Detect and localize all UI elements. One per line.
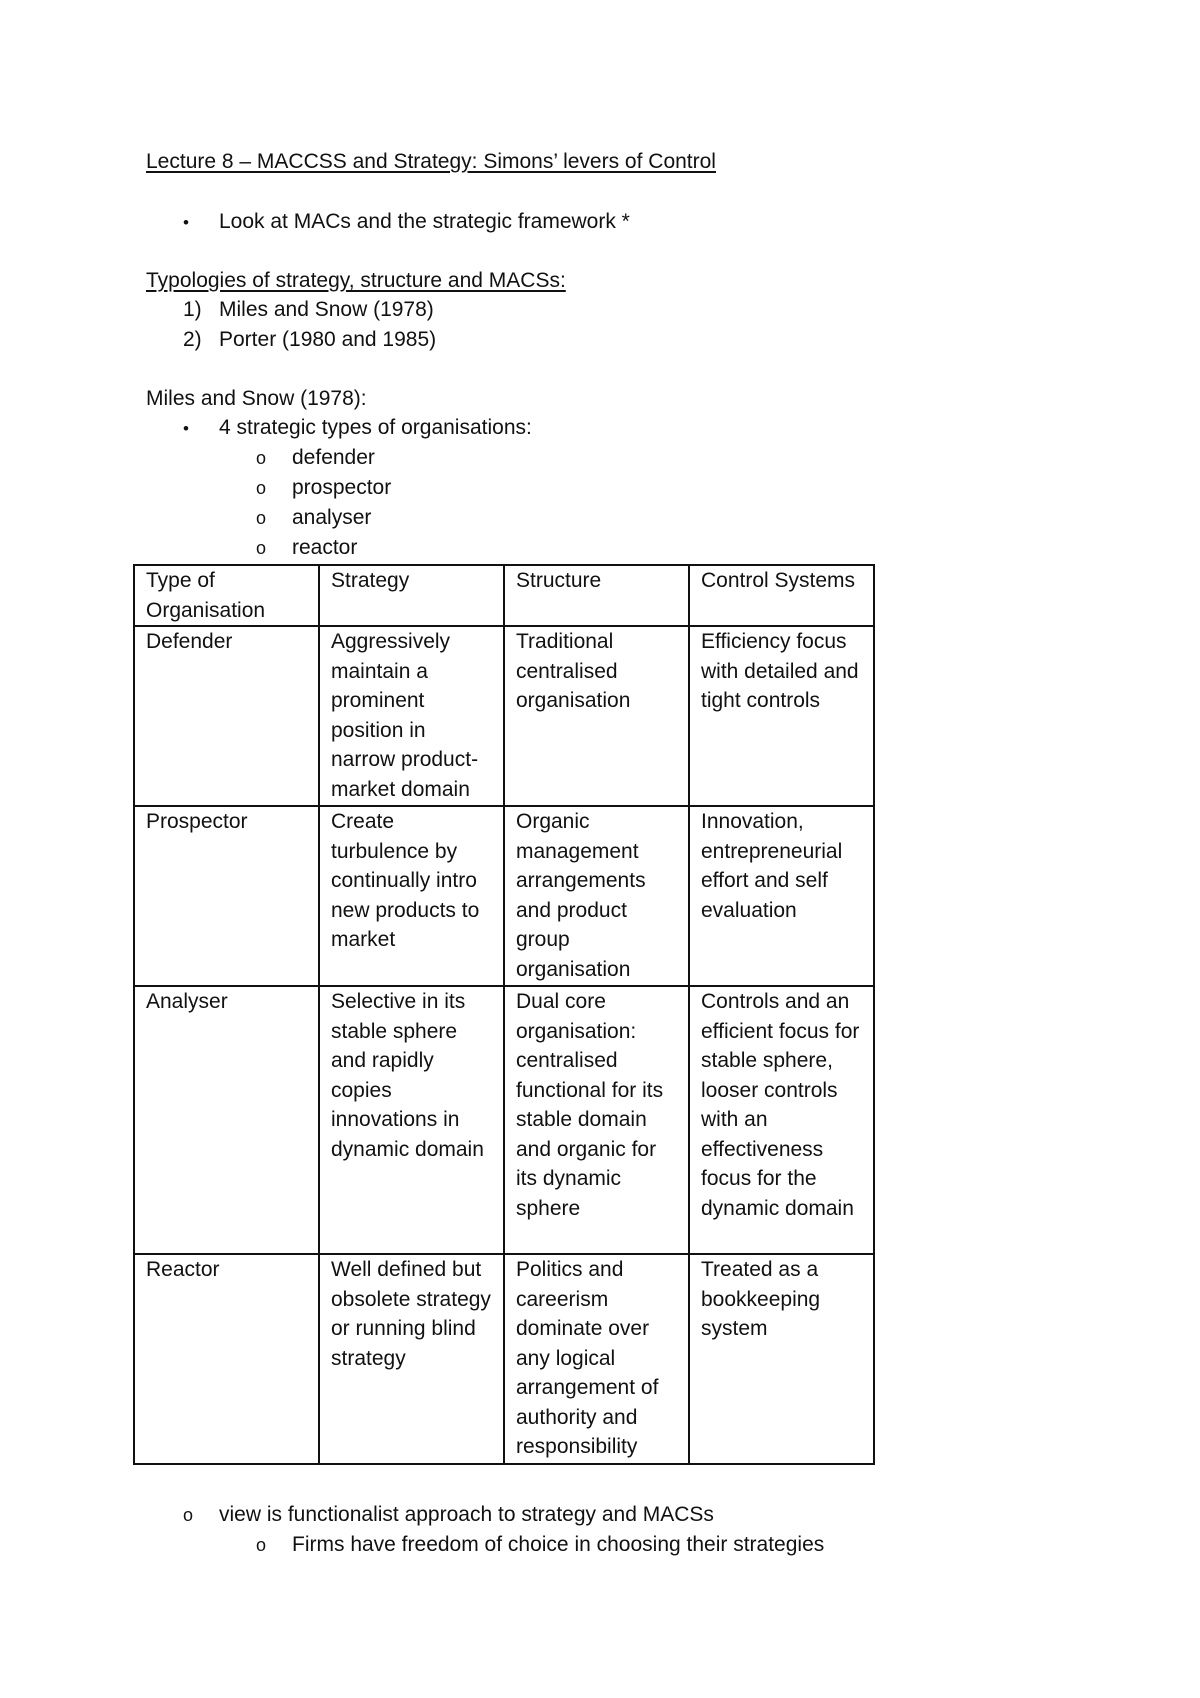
header-cell: Type of Organisation [134, 565, 319, 626]
circle-marker: o [256, 538, 267, 558]
table-cell: Politics and careerism dominate over any logical arrangement of authority and responsibility [504, 1254, 689, 1464]
typology-item [183, 325, 436, 354]
table-cell: Analyser [134, 986, 319, 1254]
intro-bullet [183, 207, 630, 237]
table-cell: Controls and an efficient focus for stable sphere, looser controls with an effectiveness focus for the dynamic domain [689, 986, 874, 1254]
typology-item [183, 295, 434, 324]
table-cell: Well defined but obsolete strategy or running blind strategy [319, 1254, 504, 1464]
table-cell: Reactor [134, 1254, 319, 1464]
note-item [256, 1530, 824, 1560]
table-cell: Treated as a bookkeeping system [689, 1254, 874, 1464]
miles-snow-bullet-text: 4 strategic types of organisations: [219, 416, 532, 439]
type-text: analyser [292, 506, 372, 529]
table-cell: Selective in its stable sphere and rapidly copies innovations in dynamic domain [319, 986, 504, 1254]
table-row [134, 1254, 874, 1464]
note-text: Firms have freedom of choice in choosing their strategies [292, 1533, 825, 1556]
note-item [183, 1500, 714, 1530]
typology-text: Porter (1980 and 1985) [219, 328, 437, 351]
typology-text: Miles and Snow (1978) [219, 298, 434, 321]
circle-marker: o [256, 448, 267, 468]
table-cell: Aggressively maintain a prominent position in narrow product-market domain [319, 626, 504, 806]
type-item [256, 473, 391, 503]
list-number: 2) [183, 328, 202, 351]
table-row [134, 626, 874, 806]
table-row [134, 806, 874, 986]
table-cell: Organic management arrangements and product group organisation [504, 806, 689, 986]
bullet-marker: • [183, 419, 189, 438]
organisation-types-table [133, 564, 875, 1465]
type-item [256, 503, 371, 533]
table-cell: Prospector [134, 806, 319, 986]
table-header-row [134, 565, 874, 626]
header-cell: Control Systems [689, 565, 874, 626]
circle-marker: o [183, 1505, 194, 1525]
header-cell: Structure [504, 565, 689, 626]
note-text: view is functionalist approach to strategy and MACSs [219, 1503, 714, 1526]
miles-snow-heading: Miles and Snow (1978): [146, 387, 367, 410]
header-cell: Strategy [319, 565, 504, 626]
bullet-marker: • [183, 213, 189, 232]
circle-marker: o [256, 1535, 267, 1555]
table-cell: Efficiency focus with detailed and tight controls [689, 626, 874, 806]
table-cell: Innovation, entrepreneurial effort and self evaluation [689, 806, 874, 986]
table-cell: Create turbulence by continually intro new products to market [319, 806, 504, 986]
page-title: Lecture 8 – MACCSS and Strategy: Simons’ levers of Control [146, 150, 716, 173]
table-cell: Dual core organisation: centralised functional for its stable domain and organic for its dynamic sphere [504, 986, 689, 1254]
table-cell: Traditional centralised organisation [504, 626, 689, 806]
circle-marker: o [256, 478, 267, 498]
miles-snow-bullet [183, 413, 532, 443]
typologies-heading: Typologies of strategy, structure and MACSs: [146, 269, 566, 292]
list-number: 1) [183, 298, 202, 321]
type-text: defender [292, 446, 375, 469]
type-item [256, 443, 375, 473]
intro-bullet-text: Look at MACs and the strategic framework * [219, 210, 630, 233]
table-cell: Defender [134, 626, 319, 806]
type-text: reactor [292, 536, 358, 559]
table-row [134, 986, 874, 1254]
type-item [256, 533, 357, 563]
type-text: prospector [292, 476, 392, 499]
circle-marker: o [256, 508, 267, 528]
